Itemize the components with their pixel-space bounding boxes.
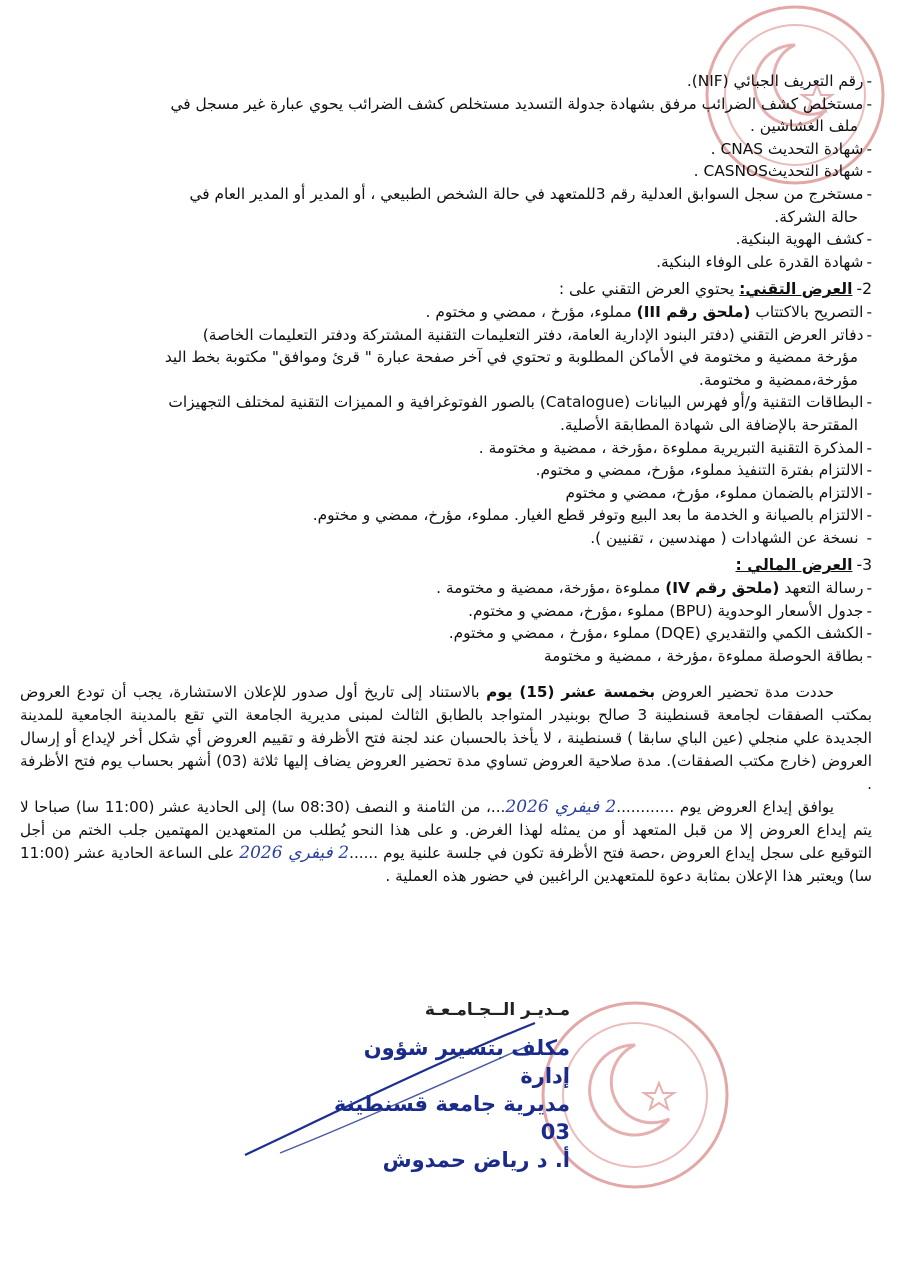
list-item: -كشف الهوية البنكية. <box>735 230 872 249</box>
preparation-period-paragraph: حددت مدة تحضير العروض بخمسة عشر (15) يوم بالاستناد إلى تاريخ أول صدور للإعلان الاستشارة، يجب أن تودع العروض بمكتب الصفقات لجامعة قسنطينة 3 صالح بوبنيدر المتواجد بالطابق الثالث لمبنى مديرية الجامعة التي تقع بالمدينة الجامعية للمدينة الجديدة علي منجلي (عين الباي سابقا ) قسنطينة ، لا يأخذ بالحسبان عند لجنة فتح الأظرفة و تقييم العروض أي شكل أخر لإيداع أو إرسال العروض (خارج مكتب الصفقات). مدة صلاحية العروض تساوي مدة تحضير العروض يضاف إليها ثلاثة (03) أشهر بحساب يوم فتح الأظرفة . <box>20 683 872 794</box>
list-item: -جدول الأسعار الوحدوية (BPU) مملوء ،مؤرخ، ممضي و مختوم. <box>468 601 872 620</box>
signatory-title-line1: مكلف بتسيير شؤون إدارة <box>363 1036 570 1088</box>
document-body <box>20 70 872 888</box>
handwritten-deposit-date: 2 فيفري 2026 <box>505 797 617 818</box>
list-item: حالة الشركة. <box>774 207 858 226</box>
list-item: -الالتزام بفترة التنفيذ مملوء، مؤرخ، ممضي و مختوم. <box>535 461 872 480</box>
list-item: -المذكرة التقنية التبريرية مملوءة ،مؤرخة ، ممضية و مختومة . <box>478 438 872 457</box>
list-item: - نسخة عن الشهادات ( مهندسين ، تقنيين ). <box>590 528 872 547</box>
technical-offer-heading: 2-العرض التقني: يحتوي العرض التقني على : <box>558 280 872 299</box>
list-item: -دفاتر العرض التقني (دفتر البنود الإدارية العامة، دفتر التعليمات التقنية المشتركة ودفتر التعليمات الخاصة) <box>202 325 872 344</box>
list-item: -رسالة التعهد (ملحق رقم IV) مملوءة ،مؤرخة، ممضية و مختومة . <box>436 579 872 598</box>
admin-documents-list <box>20 70 872 273</box>
list-item: -البطاقات التقنية و/أو فهرس البيانات (Catalogue) بالصور الفوتوغرافية و المميزات التقنية لمختلف التجهيزات <box>168 393 872 412</box>
list-item: مؤرخة ممضية و مختومة في الأماكن المطلوبة و تحتوي في آخر صفحة عبارة " قرئ وموافق" مكتوبة بخط اليد <box>164 348 858 367</box>
handwritten-signature-icon <box>240 1015 540 1165</box>
list-item: -الالتزام بالصيانة و الخدمة ما بعد البيع وتوفر قطع الغيار. مملوء، مؤرخ، ممضي و مختوم. <box>312 506 872 525</box>
deposit-date-paragraph: يوافق إيداع العروض يوم ............2 فيفري 2026...، من الثامنة و النصف (08:30 سا) إلى الحادية عشر (11:00 سا) صباحا لا يتم إيداع العروض إلا من قبل المتعهد أو من يمثله لهذا الغرض. و على هذا النحو يُطلب من المتعهدين المهتمين جلب الختم من أجل التوقيع على سجل إيداع العروض ،حصة فتح الأظرفة تكون في جلسة علنية يوم ......2 فيفري 2026 على الساعة الحادية عشر (11:00 سا) ويعتبر هذا الإعلان بمثابة دعوة للمتعهدين الراغبين في حضور هذه العملية . <box>20 797 872 886</box>
list-item: المقترحة بالإضافة الى شهادة المطابقة الأصلية. <box>559 415 858 434</box>
list-item: -شهادة القدرة على الوفاء البنكية. <box>656 252 872 271</box>
list-item: -شهادة التحديثCASNOS . <box>693 162 872 181</box>
handwritten-opening-date: 2 فيفري 2026 <box>239 843 350 864</box>
list-item: مؤرخة،ممضية و مختومة. <box>698 370 858 389</box>
technical-offer-list <box>20 301 872 550</box>
signatory-name: أ. د رياض حمدوش <box>382 1148 570 1172</box>
list-item: -التصريح بالاكتتاب (ملحق رقم III) مملوء، مؤرخ ، ممضي و مختوم . <box>425 302 872 321</box>
signatory-title-line2: مديرية جامعة قسنطينة 03 <box>334 1092 570 1144</box>
list-item: ملف الغشاشين . <box>749 117 858 136</box>
financial-offer-list <box>20 577 872 667</box>
list-item: -الكشف الكمي والتقديري (DQE) مملوء ،مؤرخ ، ممضي و مختوم. <box>448 624 872 643</box>
financial-offer-heading: 3-العرض المالي : <box>735 556 872 575</box>
list-item: -مستخلص كشف الضرائب مرفق بشهادة جدولة التسديد مستخلص كشف الضرائب يحوي عبارة غير مسجل في <box>170 94 872 113</box>
signature-heading: مـديـر الــجـامـعـة <box>424 1000 570 1020</box>
list-item: -الالتزام بالضمان مملوء، مؤرخ، ممضي و مختوم <box>565 483 872 502</box>
list-item: -مستخرج من سجل السوابق العدلية رقم 3للمتعهد في حالة الشخص الطبيعي ، أو المدير أو المدير العام في <box>189 184 872 203</box>
list-item: -رقم التعريف الجبائي (NIF). <box>686 72 872 90</box>
list-item: -بطاقة الحوصلة مملوءة ،مؤرخة ، ممضية و مختومة <box>543 646 872 665</box>
list-item: -شهادة التحديث CNAS . <box>710 139 872 158</box>
